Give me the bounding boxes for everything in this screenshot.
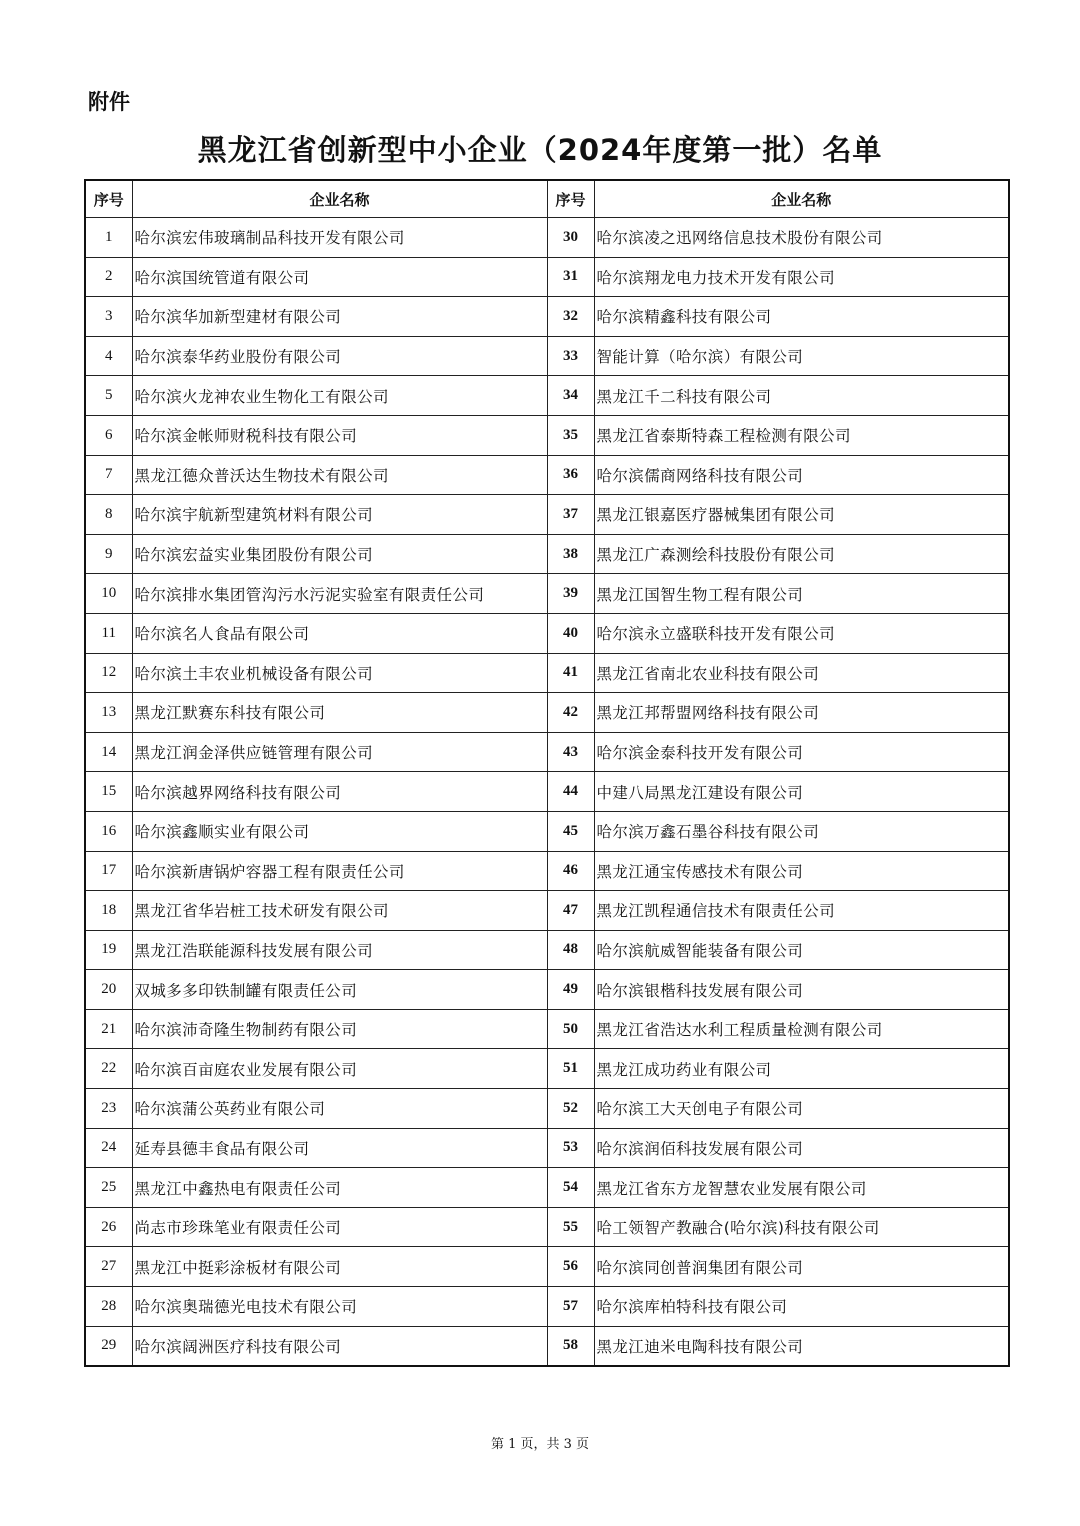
page-title: 黑龙江省创新型中小企业（2024年度第一批）名单 [197, 133, 883, 167]
row-index-right: 34 [547, 376, 594, 416]
company-name-right: 哈尔滨儒商网络科技有限公司 [594, 455, 1009, 495]
row-index-left: 4 [85, 336, 132, 376]
company-name-right: 黑龙江国智生物工程有限公司 [594, 574, 1009, 614]
company-name-right: 黑龙江凯程通信技术有限责任公司 [594, 891, 1009, 931]
table-row [85, 1089, 1009, 1129]
row-index-right: 36 [547, 455, 594, 495]
row-index-left: 27 [85, 1247, 132, 1287]
company-name-left: 哈尔滨名人食品有限公司 [132, 613, 547, 653]
table-row [85, 891, 1009, 931]
company-name-right: 哈尔滨库柏特科技有限公司 [594, 1287, 1009, 1327]
header-index-left: 序号 [85, 180, 132, 218]
company-name-left: 哈尔滨宏益实业集团股份有限公司 [132, 534, 547, 574]
row-index-right: 58 [547, 1326, 594, 1366]
table-row [85, 1168, 1009, 1208]
row-index-right: 50 [547, 1009, 594, 1049]
company-name-left: 哈尔滨奥瑞德光电技术有限公司 [132, 1287, 547, 1327]
company-name-right: 黑龙江成功药业有限公司 [594, 1049, 1009, 1089]
table-row [85, 297, 1009, 337]
company-name-right: 哈尔滨永立盛联科技开发有限公司 [594, 613, 1009, 653]
table-row [85, 1326, 1009, 1366]
row-index-left: 9 [85, 534, 132, 574]
row-index-left: 16 [85, 811, 132, 851]
row-index-right: 48 [547, 930, 594, 970]
row-index-left: 18 [85, 891, 132, 931]
table-row [85, 851, 1009, 891]
row-index-right: 42 [547, 693, 594, 733]
row-index-left: 19 [85, 930, 132, 970]
table-header-row [85, 180, 1009, 218]
company-name-left: 黑龙江默赛东科技有限公司 [132, 693, 547, 733]
page-footer: 第 1 页，共 3 页 [490, 1437, 590, 1452]
company-name-left: 哈尔滨宇航新型建筑材料有限公司 [132, 495, 547, 535]
company-name-right: 哈尔滨航威智能装备有限公司 [594, 930, 1009, 970]
company-name-left: 双城多多印铁制罐有限责任公司 [132, 970, 547, 1010]
row-index-right: 41 [547, 653, 594, 693]
row-index-left: 25 [85, 1168, 132, 1208]
row-index-left: 20 [85, 970, 132, 1010]
row-index-left: 10 [85, 574, 132, 614]
company-name-right: 黑龙江邦帮盟网络科技有限公司 [594, 693, 1009, 733]
company-name-right: 哈工领智产教融合(哈尔滨)科技有限公司 [594, 1207, 1009, 1247]
row-index-right: 39 [547, 574, 594, 614]
table-row [85, 455, 1009, 495]
row-index-left: 23 [85, 1089, 132, 1129]
company-name-right: 黑龙江省浩达水利工程质量检测有限公司 [594, 1009, 1009, 1049]
company-name-left: 哈尔滨沛奇隆生物制药有限公司 [132, 1009, 547, 1049]
row-index-right: 49 [547, 970, 594, 1010]
company-name-left: 哈尔滨土丰农业机械设备有限公司 [132, 653, 547, 693]
table-row [85, 376, 1009, 416]
table-row [85, 930, 1009, 970]
row-index-right: 44 [547, 772, 594, 812]
header-name-left: 企业名称 [132, 180, 547, 218]
row-index-right: 54 [547, 1168, 594, 1208]
company-name-right: 哈尔滨凌之迅网络信息技术股份有限公司 [594, 218, 1009, 258]
row-index-left: 11 [85, 613, 132, 653]
row-index-right: 45 [547, 811, 594, 851]
table-row [85, 1207, 1009, 1247]
row-index-left: 7 [85, 455, 132, 495]
table-row [85, 811, 1009, 851]
company-name-left: 哈尔滨金帐师财税科技有限公司 [132, 415, 547, 455]
row-index-right: 37 [547, 495, 594, 535]
table-row [85, 732, 1009, 772]
row-index-right: 43 [547, 732, 594, 772]
company-name-left: 哈尔滨百亩庭农业发展有限公司 [132, 1049, 547, 1089]
company-name-right: 黑龙江广森测绘科技股份有限公司 [594, 534, 1009, 574]
company-name-right: 哈尔滨银楷科技发展有限公司 [594, 970, 1009, 1010]
company-name-left: 黑龙江省华岩桩工技术研发有限公司 [132, 891, 547, 931]
attachment-label: 附件 [88, 90, 130, 114]
company-name-right: 哈尔滨万鑫石墨谷科技有限公司 [594, 811, 1009, 851]
row-index-left: 12 [85, 653, 132, 693]
row-index-left: 21 [85, 1009, 132, 1049]
company-name-right: 黑龙江省泰斯特森工程检测有限公司 [594, 415, 1009, 455]
row-index-left: 14 [85, 732, 132, 772]
company-name-right: 哈尔滨同创普润集团有限公司 [594, 1247, 1009, 1287]
company-name-left: 尚志市珍珠笔业有限责任公司 [132, 1207, 547, 1247]
header-index-right: 序号 [547, 180, 594, 218]
company-name-left: 哈尔滨排水集团管沟污水污泥实验室有限责任公司 [132, 574, 547, 614]
table-row [85, 534, 1009, 574]
row-index-right: 33 [547, 336, 594, 376]
row-index-right: 47 [547, 891, 594, 931]
company-name-left: 哈尔滨泰华药业股份有限公司 [132, 336, 547, 376]
row-index-left: 2 [85, 257, 132, 297]
row-index-right: 31 [547, 257, 594, 297]
table-body [85, 218, 1009, 1367]
company-name-right: 黑龙江千二科技有限公司 [594, 376, 1009, 416]
table-row [85, 970, 1009, 1010]
company-name-left: 哈尔滨鑫顺实业有限公司 [132, 811, 547, 851]
row-index-right: 32 [547, 297, 594, 337]
row-index-right: 53 [547, 1128, 594, 1168]
table-row [85, 693, 1009, 733]
company-name-right: 哈尔滨翔龙电力技术开发有限公司 [594, 257, 1009, 297]
table-row [85, 495, 1009, 535]
row-index-left: 13 [85, 693, 132, 733]
company-name-right: 黑龙江省南北农业科技有限公司 [594, 653, 1009, 693]
company-name-left: 哈尔滨阔洲医疗科技有限公司 [132, 1326, 547, 1366]
table-row [85, 1287, 1009, 1327]
row-index-left: 22 [85, 1049, 132, 1089]
table-row [85, 653, 1009, 693]
table-row [85, 1049, 1009, 1089]
company-name-left: 哈尔滨华加新型建材有限公司 [132, 297, 547, 337]
company-name-left: 延寿县德丰食品有限公司 [132, 1128, 547, 1168]
company-name-left: 哈尔滨火龙神农业生物化工有限公司 [132, 376, 547, 416]
company-roster-table [84, 179, 1010, 1367]
company-name-left: 哈尔滨国统管道有限公司 [132, 257, 547, 297]
company-name-left: 哈尔滨新唐锅炉容器工程有限责任公司 [132, 851, 547, 891]
company-name-left: 黑龙江德众普沃达生物技术有限公司 [132, 455, 547, 495]
row-index-right: 55 [547, 1207, 594, 1247]
company-name-left: 哈尔滨蒲公英药业有限公司 [132, 1089, 547, 1129]
company-name-left: 黑龙江中鑫热电有限责任公司 [132, 1168, 547, 1208]
company-name-right: 哈尔滨工大天创电子有限公司 [594, 1089, 1009, 1129]
row-index-left: 29 [85, 1326, 132, 1366]
company-name-right: 哈尔滨金泰科技开发有限公司 [594, 732, 1009, 772]
row-index-right: 51 [547, 1049, 594, 1089]
company-name-right: 黑龙江银嘉医疗器械集团有限公司 [594, 495, 1009, 535]
row-index-right: 57 [547, 1287, 594, 1327]
table-row [85, 336, 1009, 376]
company-name-left: 哈尔滨越界网络科技有限公司 [132, 772, 547, 812]
company-name-right: 黑龙江省东方龙智慧农业发展有限公司 [594, 1168, 1009, 1208]
company-name-right: 中建八局黑龙江建设有限公司 [594, 772, 1009, 812]
row-index-left: 15 [85, 772, 132, 812]
company-name-left: 黑龙江浩联能源科技发展有限公司 [132, 930, 547, 970]
company-name-left: 黑龙江润金泽供应链管理有限公司 [132, 732, 547, 772]
row-index-right: 38 [547, 534, 594, 574]
company-name-left: 黑龙江中挺彩涂板材有限公司 [132, 1247, 547, 1287]
row-index-right: 56 [547, 1247, 594, 1287]
company-name-left: 哈尔滨宏伟玻璃制品科技开发有限公司 [132, 218, 547, 258]
table-row [85, 257, 1009, 297]
row-index-left: 8 [85, 495, 132, 535]
header-name-right: 企业名称 [594, 180, 1009, 218]
table-row [85, 1247, 1009, 1287]
row-index-left: 28 [85, 1287, 132, 1327]
company-name-right: 哈尔滨精鑫科技有限公司 [594, 297, 1009, 337]
company-name-right: 哈尔滨润佰科技发展有限公司 [594, 1128, 1009, 1168]
table-row [85, 415, 1009, 455]
row-index-right: 52 [547, 1089, 594, 1129]
row-index-right: 46 [547, 851, 594, 891]
row-index-left: 1 [85, 218, 132, 258]
company-name-right: 黑龙江迪米电陶科技有限公司 [594, 1326, 1009, 1366]
row-index-left: 17 [85, 851, 132, 891]
table-row [85, 613, 1009, 653]
row-index-left: 6 [85, 415, 132, 455]
row-index-left: 5 [85, 376, 132, 416]
table-row [85, 1128, 1009, 1168]
row-index-right: 35 [547, 415, 594, 455]
row-index-left: 3 [85, 297, 132, 337]
table-row [85, 574, 1009, 614]
row-index-left: 24 [85, 1128, 132, 1168]
table-row [85, 772, 1009, 812]
row-index-right: 40 [547, 613, 594, 653]
row-index-left: 26 [85, 1207, 132, 1247]
company-name-right: 智能计算（哈尔滨）有限公司 [594, 336, 1009, 376]
row-index-right: 30 [547, 218, 594, 258]
table-row [85, 1009, 1009, 1049]
company-name-right: 黑龙江通宝传感技术有限公司 [594, 851, 1009, 891]
table-row [85, 218, 1009, 258]
